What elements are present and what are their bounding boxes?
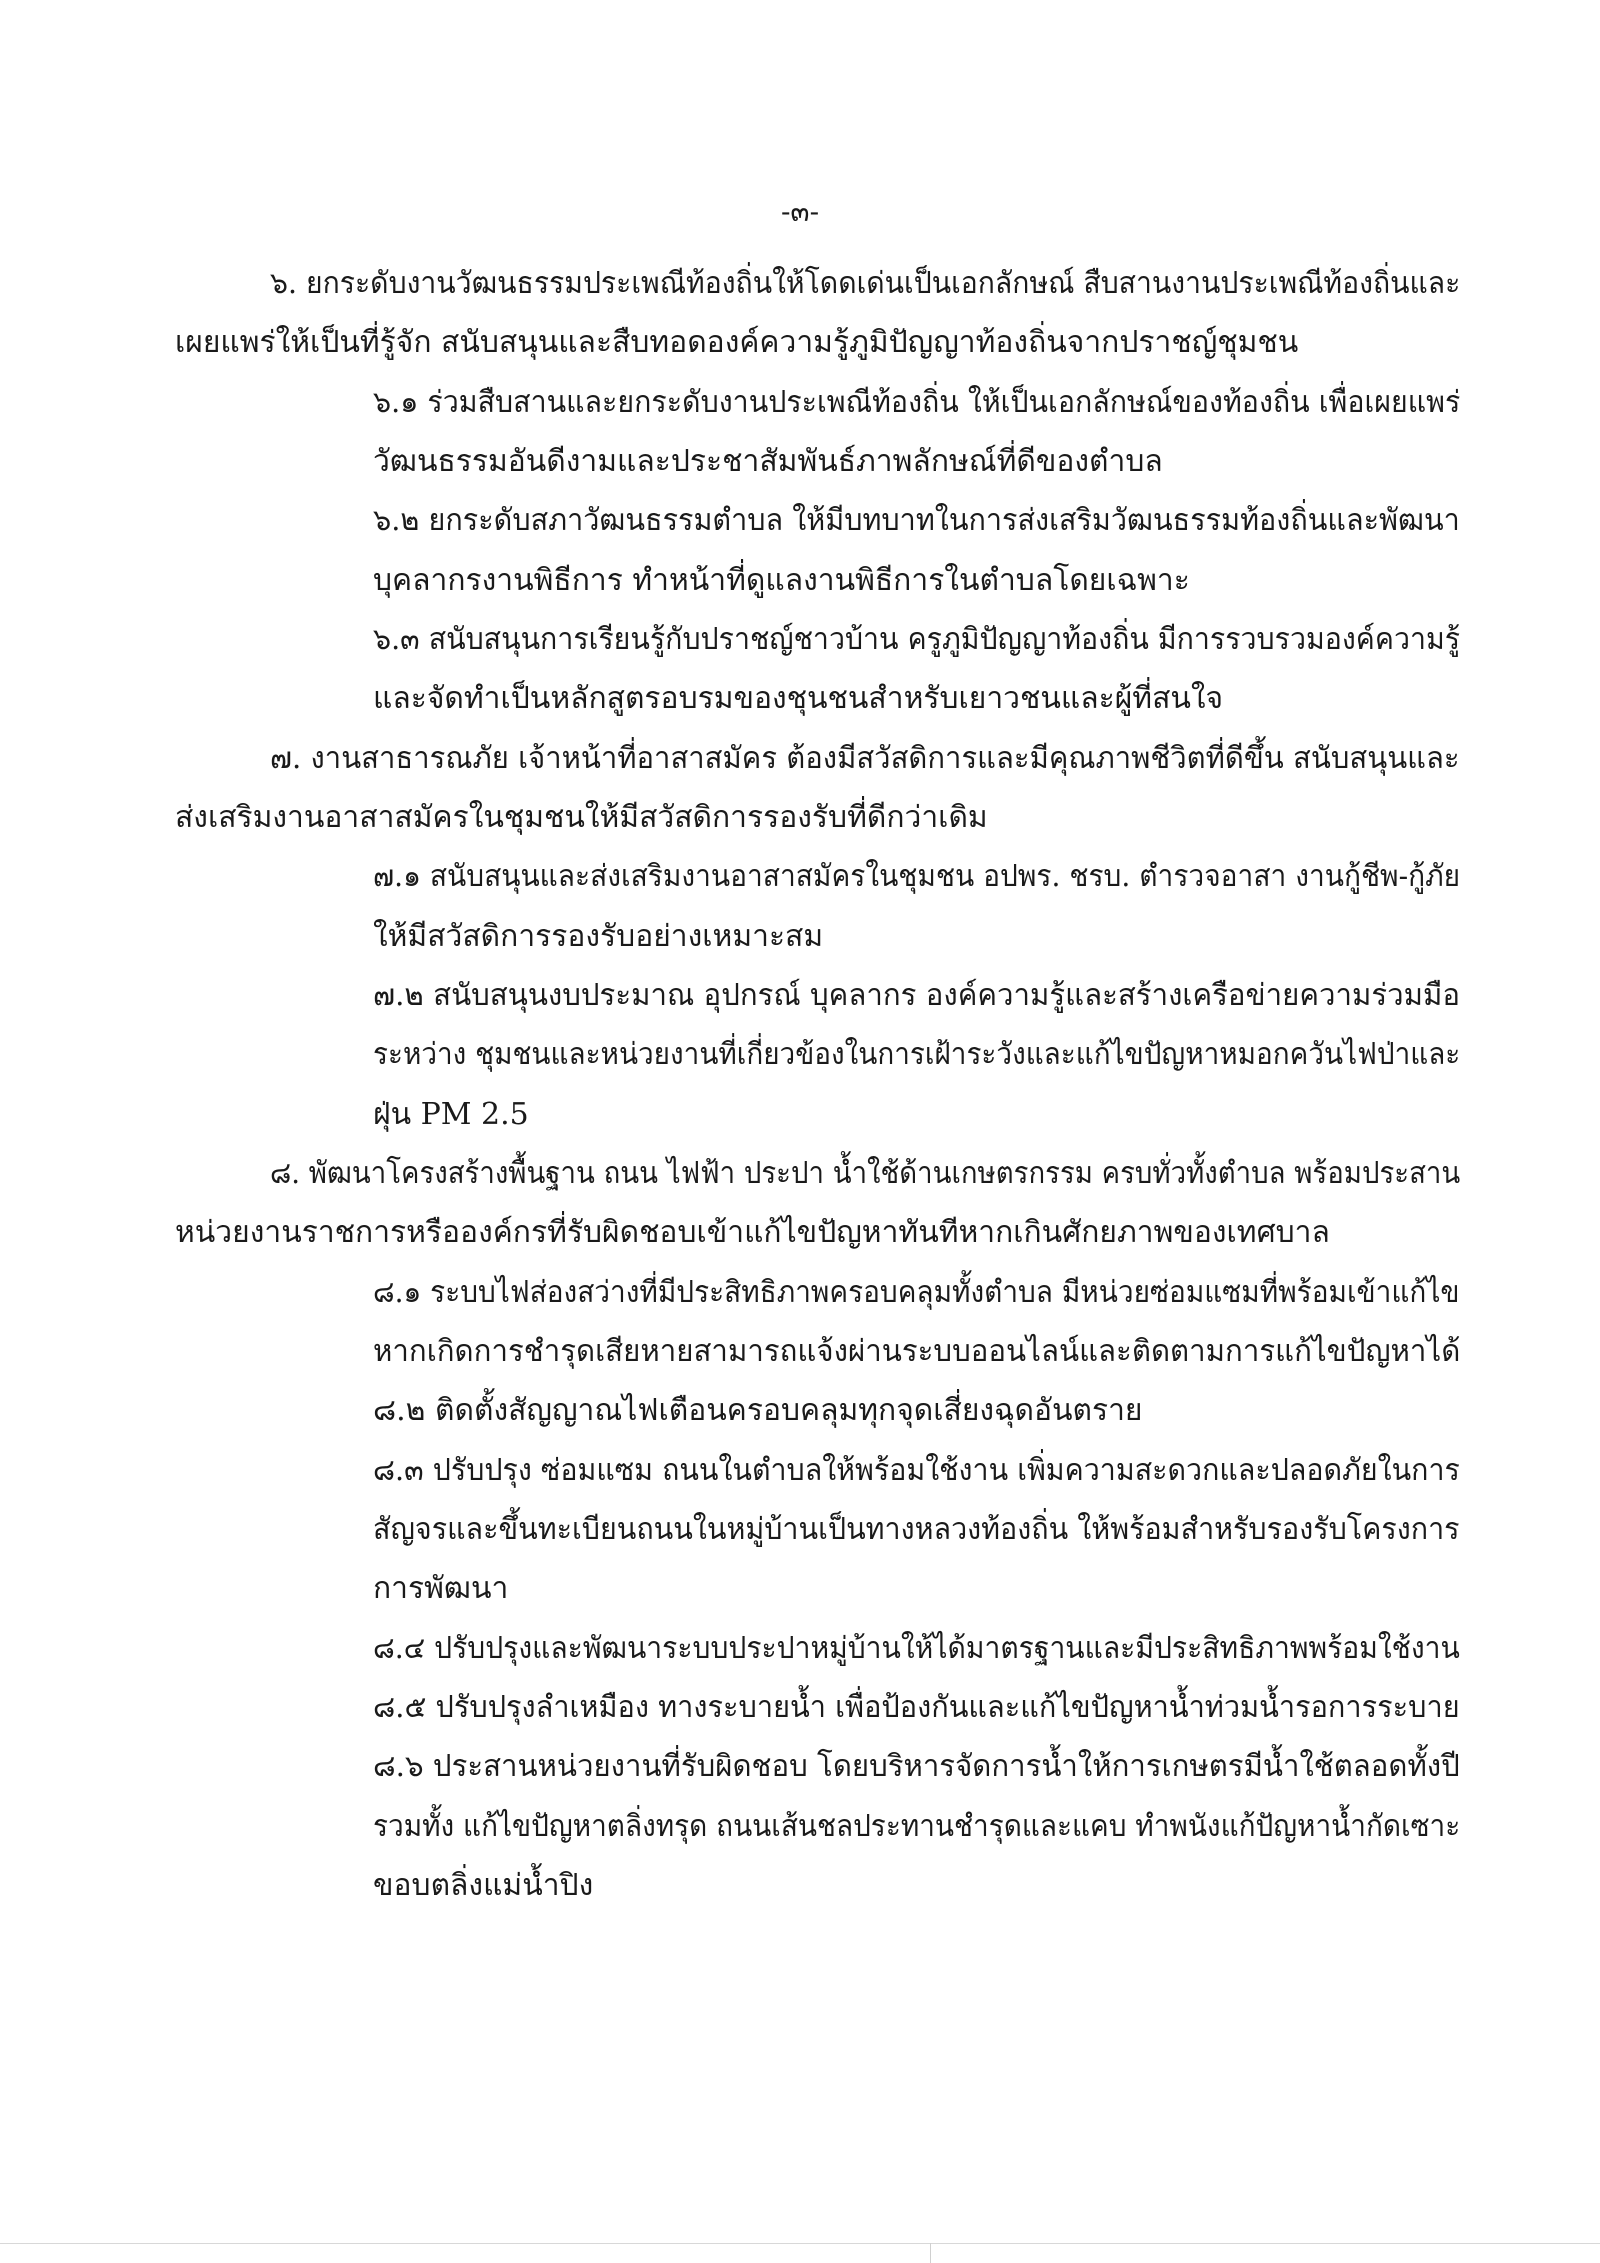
section-7-line-1: ๗. งานสาธารณภัย เจ้าหน้าที่อาสาสมัคร ต้องมีสวัสดิการและมีคุณภาพชีวิตที่ดีขึ้น สนับสนุนและ (270, 741, 1460, 776)
item-6-2-line-2: บุคลากรงานพิธีการ ทำหน้าที่ดูแลงานพิธีการในตำบลโดยเฉพาะ (373, 563, 1190, 598)
item-6-1-line-2: วัฒนธรรมอันดีงามและประชาสัมพันธ์ภาพลักษณ์ที่ดีของตำบล (373, 444, 1163, 479)
scan-bottom-edge (0, 2243, 1600, 2244)
item-8-1-line-2: หากเกิดการชำรุดเสียหายสามารถแจ้งผ่านระบบออนไลน์และติดตามการแก้ไขปัญหาได้ (373, 1334, 1461, 1369)
item-7-2-line-2: ระหว่าง ชุมชนและหน่วยงานที่เกี่ยวข้องในการเฝ้าระวังและแก้ไขปัญหาหมอกควันไฟป่าและ (373, 1037, 1461, 1072)
section-6-line-2: เผยแพร่ให้เป็นที่รู้จัก สนับสนุนและสืบทอดองค์ความรู้ภูมิปัญญาท้องถิ่นจากปราชญ์ชุมชน (175, 325, 1299, 360)
item-6-3-line-2: และจัดทำเป็นหลักสูตรอบรมของชุนชนสำหรับเยาวชนและผู้ที่สนใจ (373, 681, 1224, 716)
item-8-6-line-1: ๘.๖ ประสานหน่วยงานที่รับผิดชอบ โดยบริหารจัดการน้ำให้การเกษตรมีน้ำใช้ตลอดทั้งปี (373, 1749, 1460, 1784)
item-6-2-line-1: ๖.๒ ยกระดับสภาวัฒนธรรมตำบล ให้มีบทบาทในการส่งเสริมวัฒนธรรมท้องถิ่นและพัฒนา (373, 503, 1460, 538)
item-8-3-line-1: ๘.๓ ปรับปรุง ซ่อมแซม ถนนในตำบลให้พร้อมใช้งาน เพิ่มความสะดวกและปลอดภัยในการ (373, 1453, 1460, 1488)
section-8-line-1: ๘. พัฒนาโครงสร้างพื้นฐาน ถนน ไฟฟ้า ประปา น้ำใช้ด้านเกษตรกรรม ครบทั่วทั้งตำบล พร้อมประสาน (270, 1156, 1461, 1191)
item-8-3-line-2: สัญจรและขึ้นทะเบียนถนนในหมู่บ้านเป็นทางหลวงท้องถิ่น ให้พร้อมสำหรับรองรับโครงการ (373, 1512, 1460, 1547)
item-7-2-line-1: ๗.๒ สนับสนุนงบประมาณ อุปกรณ์ บุคลากร องค์ความรู้และสร้างเครือข่ายความร่วมมือ (373, 978, 1461, 1013)
section-6-line-1: ๖. ยกระดับงานวัฒนธรรมประเพณีท้องถิ่นให้โดดเด่นเป็นเอกลักษณ์ สืบสานงานประเพณีท้องถิ่นและ (270, 266, 1461, 301)
item-7-1-line-2: ให้มีสวัสดิการรองรับอย่างเหมาะสม (373, 919, 824, 954)
item-7-2-line-3: ฝุ่น PM 2.5 (373, 1097, 529, 1132)
scan-fold-mark (930, 2243, 931, 2263)
item-8-4-line-1: ๘.๔ ปรับปรุงและพัฒนาระบบประปาหมู่บ้านให้ได้มาตรฐานและมีประสิทธิภาพพร้อมใช้งาน (373, 1631, 1460, 1666)
item-8-5-line-1: ๘.๕ ปรับปรุงลำเหมือง ทางระบายน้ำ เพื่อป้องกันและแก้ไขปัญหาน้ำท่วมน้ำรอการระบาย (373, 1690, 1460, 1725)
item-7-1-line-1: ๗.๑ สนับสนุนและส่งเสริมงานอาสาสมัครในชุมชน อปพร. ชรบ. ตำรวจอาสา งานกู้ชีพ-กู้ภัย (373, 859, 1461, 894)
item-8-3-line-3: การพัฒนา (373, 1571, 509, 1606)
item-8-1-line-1: ๘.๑ ระบบไฟส่องสว่างที่มีประสิทธิภาพครอบคลุมทั้งตำบล มีหน่วยซ่อมแซมที่พร้อมเข้าแก้ไข (373, 1275, 1460, 1310)
section-8-line-2: หน่วยงานราชการหรือองค์กรที่รับผิดชอบเข้าแก้ไขปัญหาทันทีหากเกินศักยภาพของเทศบาล (175, 1215, 1330, 1250)
item-8-6-line-2: รวมทั้ง แก้ไขปัญหาตลิ่งทรุด ถนนเส้นชลประทานชำรุดและแคบ ทำพนังแก้ปัญหาน้ำกัดเซาะ (373, 1809, 1461, 1844)
section-7-line-2: ส่งเสริมงานอาสาสมัครในชุมชนให้มีสวัสดิการรองรับที่ดีกว่าเดิม (175, 800, 988, 835)
item-6-1-line-1: ๖.๑ ร่วมสืบสานและยกระดับงานประเพณีท้องถิ่น ให้เป็นเอกลักษณ์ของท้องถิ่น เพื่อเผยแพร่ (373, 385, 1461, 420)
page-number: -๓- (780, 195, 820, 228)
item-6-3-line-1: ๖.๓ สนับสนุนการเรียนรู้กับปราชญ์ชาวบ้าน ครูภูมิปัญญาท้องถิ่น มีการรวบรวมองค์ความรู้ (373, 622, 1461, 657)
item-8-2-line-1: ๘.๒ ติดตั้งสัญญาณไฟเตือนครอบคลุมทุกจุดเสี่ยงฉุดอันตราย (373, 1393, 1143, 1428)
item-8-6-line-3: ขอบตลิ่งแม่น้ำปิง (373, 1868, 594, 1903)
